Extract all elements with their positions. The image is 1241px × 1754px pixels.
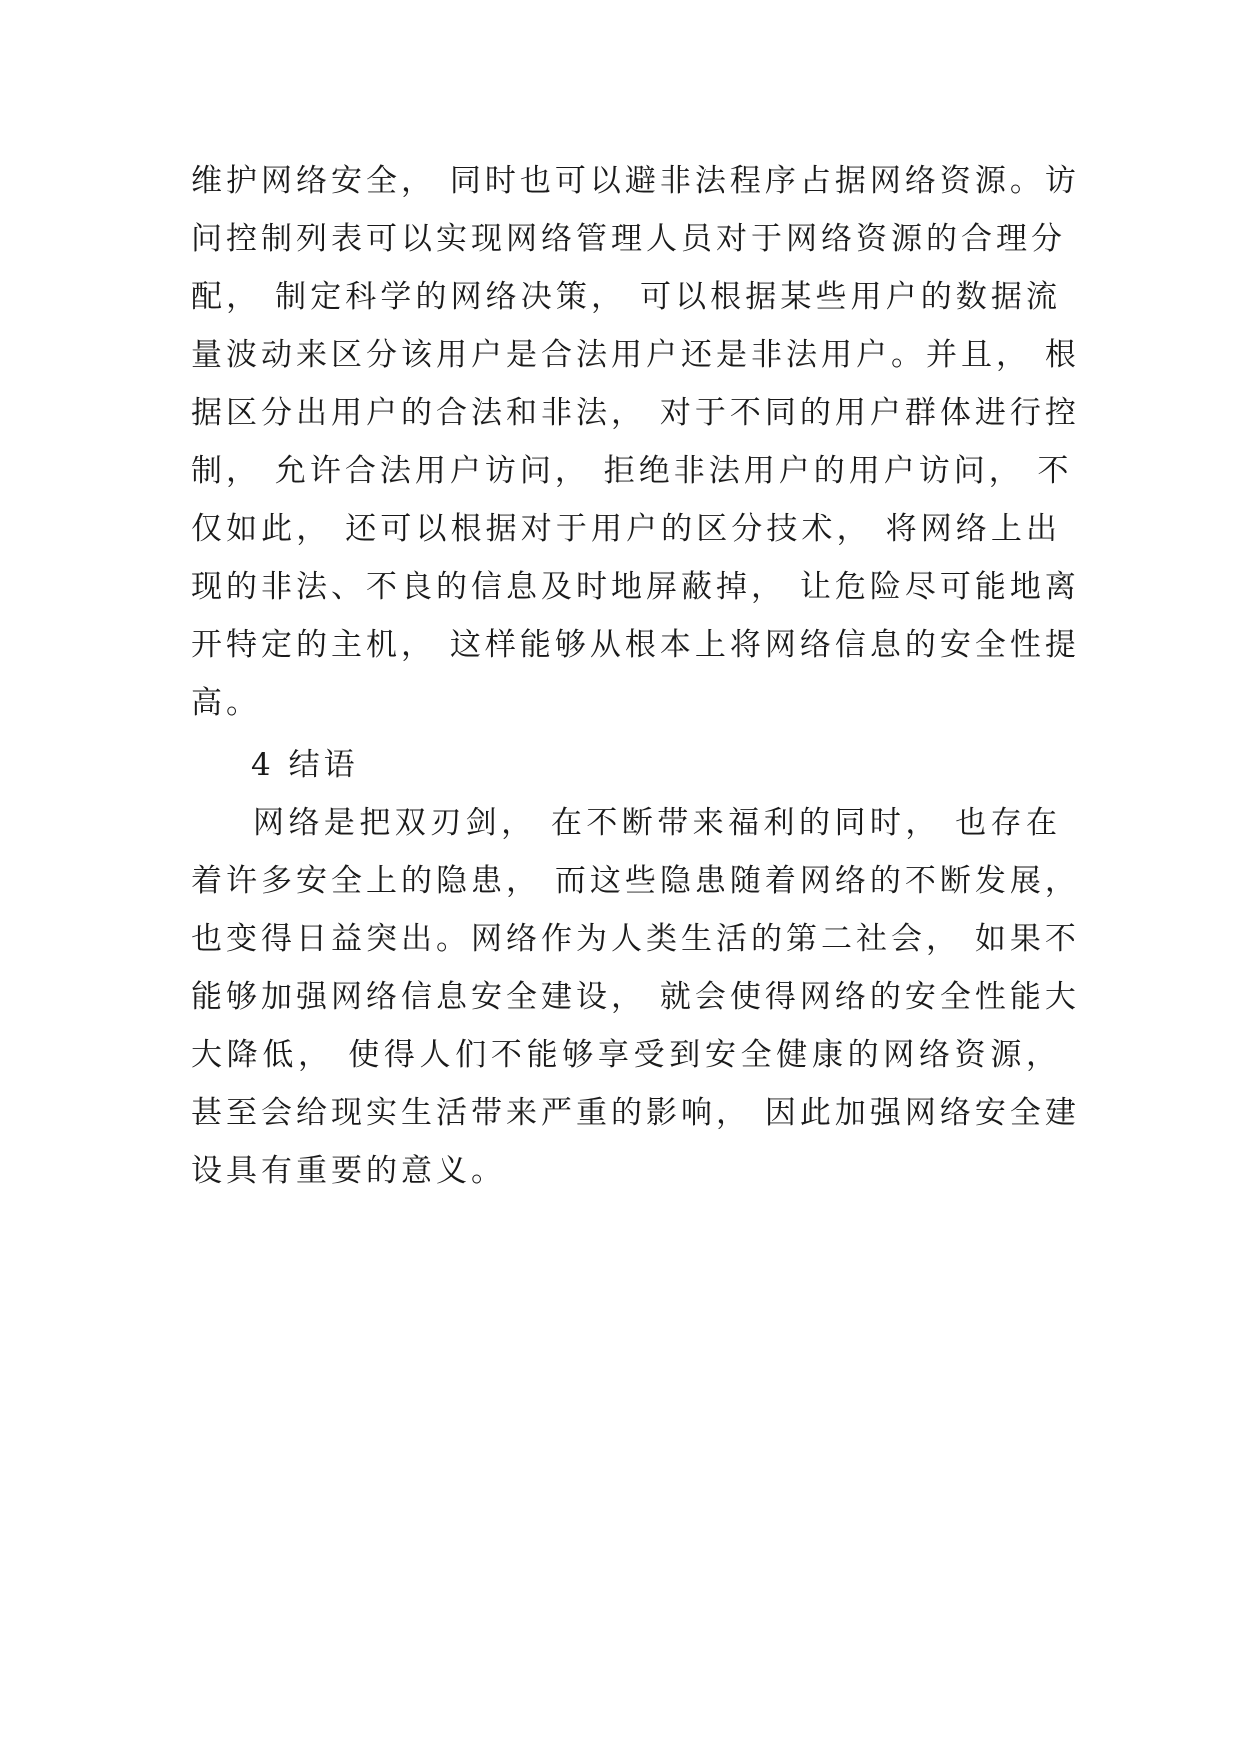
paragraph-line: 网络是把双刃剑， 在不断带来福利的同时， 也存在 xyxy=(253,805,1061,841)
paragraph-line: 现的非法、不良的信息及时地屏蔽掉， 让危险尽可能地离 xyxy=(191,569,1080,605)
paragraph-conclusion xyxy=(191,794,1080,1200)
paragraph-line: 据区分出用户的合法和非法， 对于不同的用户群体进行控 xyxy=(191,395,1080,431)
paragraph-line: 大降低， 使得人们不能够享受到安全健康的网络资源， xyxy=(191,1037,1061,1073)
paragraph-line: 也变得日益突出。网络作为人类生活的第二社会， 如果不 xyxy=(191,921,1080,957)
paragraph-line: 问控制列表可以实现网络管理人员对于网络资源的合理分 xyxy=(191,221,1066,257)
paragraph-line: 高。 xyxy=(191,685,261,721)
section-heading: 4 结语 xyxy=(251,747,359,783)
paragraph-line: 维护网络安全， 同时也可以避非法程序占据网络资源。访 xyxy=(191,163,1080,199)
paragraph-line: 开特定的主机， 这样能够从根本上将网络信息的安全性提 xyxy=(191,627,1080,663)
paragraph-line: 设具有重要的意义。 xyxy=(191,1153,506,1189)
paragraph-line: 量波动来区分该用户是合法用户还是非法用户。并且， 根 xyxy=(191,337,1080,373)
paragraph-line: 甚至会给现实生活带来严重的影响， 因此加强网络安全建 xyxy=(191,1095,1080,1131)
paragraph-line: 制， 允许合法用户访问， 拒绝非法用户的用户访问， 不 xyxy=(191,453,1073,489)
paragraph-line: 着许多安全上的隐患， 而这些隐患随着网络的不断发展， xyxy=(191,863,1080,899)
paragraph-access-control xyxy=(191,152,1080,732)
paragraph-line: 配， 制定科学的网络决策， 可以根据某些用户的数据流 xyxy=(191,279,1061,315)
paragraph-line: 仅如此， 还可以根据对于用户的区分技术， 将网络上出 xyxy=(191,511,1061,547)
paragraph-line: 能够加强网络信息安全建设， 就会使得网络的安全性能大 xyxy=(191,979,1080,1015)
